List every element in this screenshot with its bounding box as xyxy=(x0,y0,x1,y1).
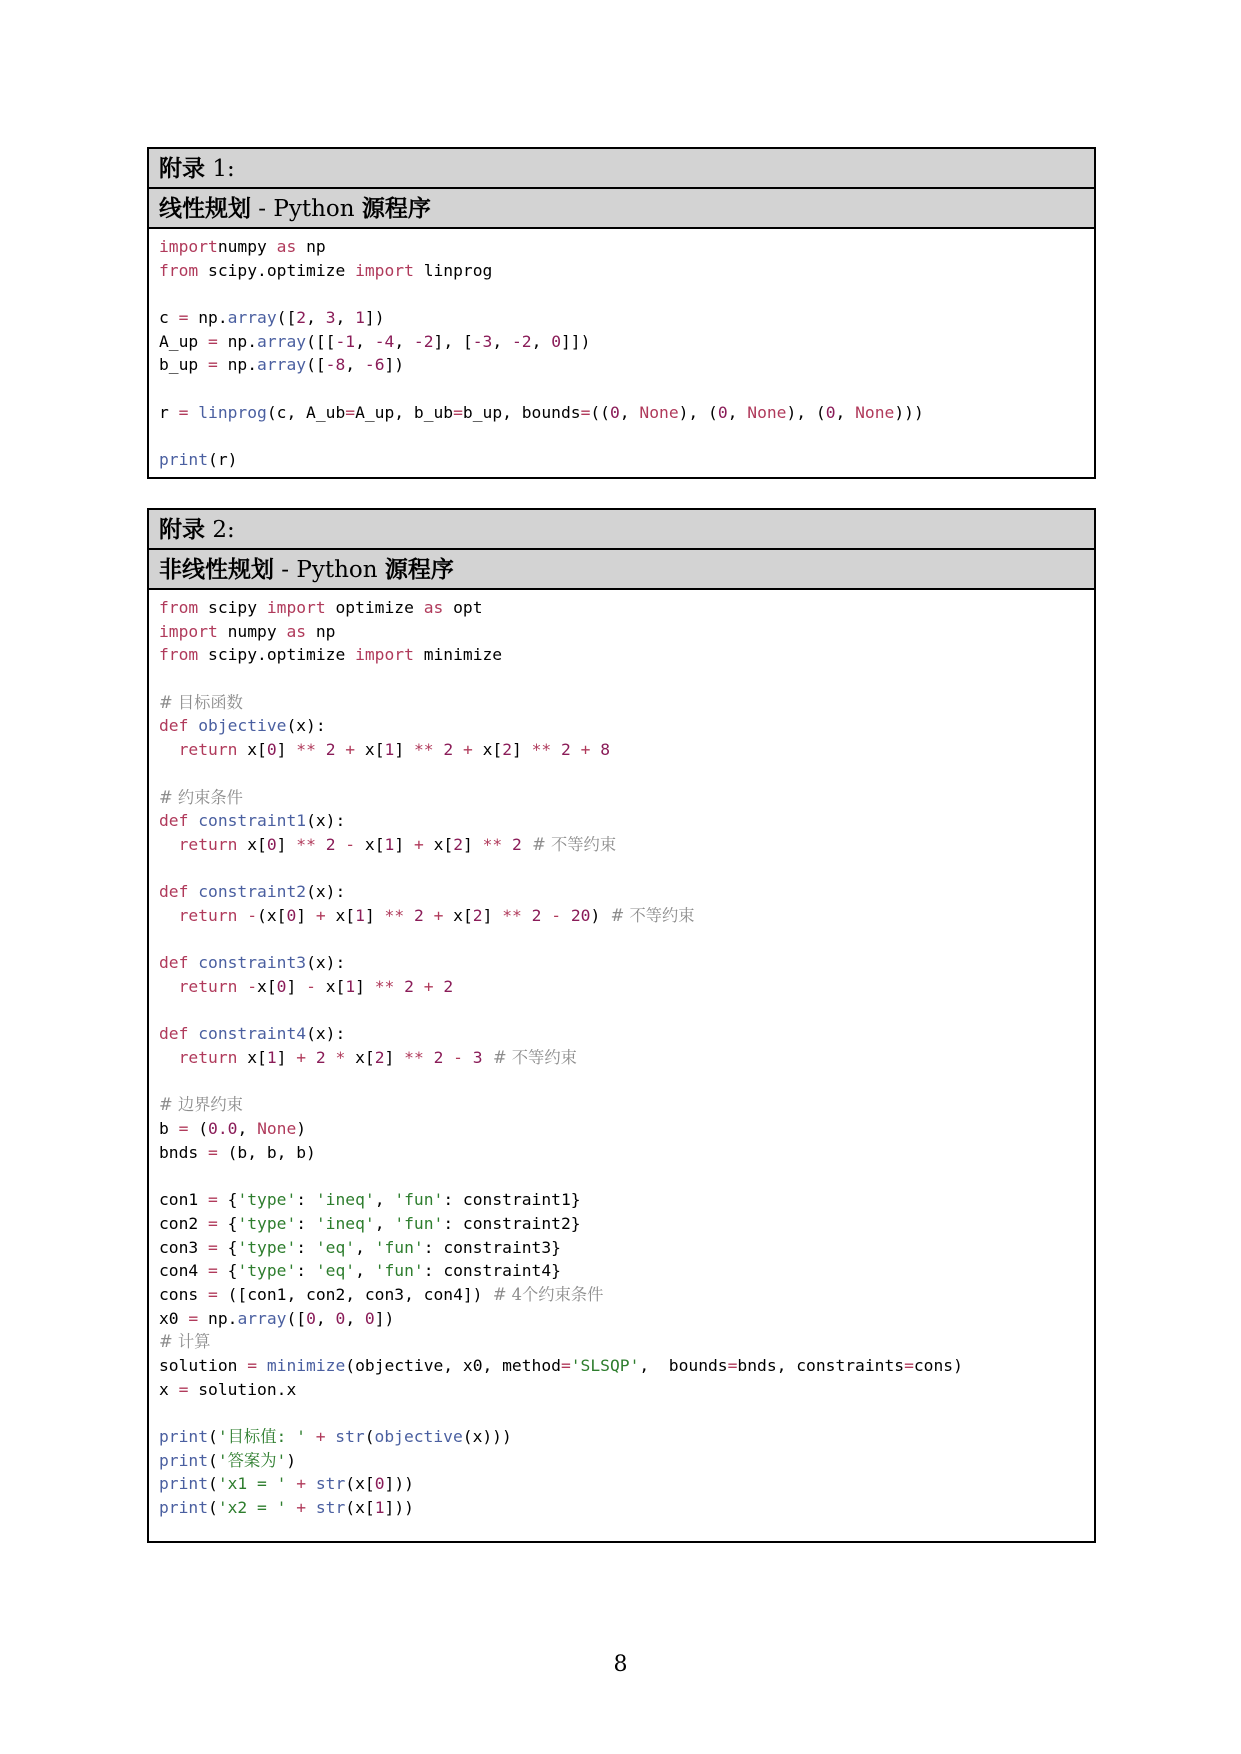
code-line: def constraint4(x): xyxy=(159,1024,346,1044)
code-line: print(r) xyxy=(159,450,238,470)
code-line: bnds = (b, b, b) xyxy=(159,1142,316,1162)
appendix-1-code xyxy=(149,229,1094,472)
code-line: con4 = {'type': 'eq', 'fun': constraint4} xyxy=(159,1261,561,1281)
code-line xyxy=(159,667,1084,691)
appendix-1-subtitle-a: 线性规划 xyxy=(159,195,251,222)
code-line xyxy=(159,282,1084,306)
code-line: # 目标函数 xyxy=(159,692,243,712)
appendix-1-box xyxy=(147,147,1096,479)
code-line: # 计算 xyxy=(159,1332,211,1352)
code-line xyxy=(159,762,1084,786)
appendix-2-code xyxy=(149,590,1094,1520)
code-line: # 约束条件 xyxy=(159,787,243,807)
code-line: def constraint1(x): xyxy=(159,811,346,831)
page-number: 8 xyxy=(613,1652,628,1677)
code-line: cons = ([con1, con2, con3, con4]) # 4个约束条件 xyxy=(159,1284,604,1304)
code-line: con2 = {'type': 'ineq', 'fun': constraint2} xyxy=(159,1213,581,1233)
appendix-1-subtitle xyxy=(149,189,1094,229)
code-line: importnumpy as np xyxy=(159,237,326,256)
code-line: from scipy.optimize import linprog xyxy=(159,260,493,280)
code-line: A_up = np.array([[-1, -4, -2], [-3, -2, 0]]) xyxy=(159,331,591,351)
code-line xyxy=(159,377,1084,401)
appendix-1-subtitle-c: 源程序 xyxy=(361,195,431,222)
code-line: return -(x[0] + x[1] ** 2 + x[2] ** 2 - 20) # 不等约束 xyxy=(178,905,695,925)
code-line: return -x[0] - x[1] ** 2 + 2 xyxy=(178,977,454,996)
appendix-2-subtitle-a: 非线性规划 xyxy=(159,556,274,583)
code-line: con1 = {'type': 'ineq', 'fun': constraint1} xyxy=(159,1190,581,1210)
appendix-2-heading-num: 2: xyxy=(212,517,235,543)
code-line: print('目标值: ' + str(objective(x))) xyxy=(159,1427,512,1447)
appendix-2-subtitle-c: 源程序 xyxy=(384,556,454,583)
code-line xyxy=(159,425,1084,449)
code-line: r = linprog(c, A_ub=A_up, b_ub=b_up, bounds=((0, None), (0, None), (0, None))) xyxy=(159,402,924,422)
code-line xyxy=(159,928,1084,952)
code-line: print('x2 = ' + str(x[1])) xyxy=(159,1498,414,1518)
code-line: from scipy import optimize as opt xyxy=(159,598,483,617)
code-line: b = (0.0, None) xyxy=(159,1119,307,1139)
code-line: c = np.array([2, 3, 1]) xyxy=(159,308,385,328)
code-line: from scipy.optimize import minimize xyxy=(159,645,503,665)
appendix-2-subtitle xyxy=(149,550,1094,590)
code-line: print('x1 = ' + str(x[0])) xyxy=(159,1474,414,1494)
code-line: solution = minimize(objective, x0, method='SLSQP', bounds=bnds, constraints=cons) xyxy=(159,1356,963,1375)
appendix-2-box xyxy=(147,508,1096,1543)
code-line xyxy=(159,857,1084,881)
code-line: return x[0] ** 2 - x[1] + x[2] ** 2 # 不等约束 xyxy=(178,834,617,854)
code-line: x0 = np.array([0, 0, 0]) xyxy=(159,1308,395,1328)
code-line: print('答案为') xyxy=(159,1450,297,1470)
code-line: # 边界约束 xyxy=(159,1095,243,1115)
code-line xyxy=(159,1165,1084,1189)
code-line: x = solution.x xyxy=(159,1379,297,1399)
appendix-1-subtitle-b: - Python xyxy=(251,196,362,222)
code-line: def constraint3(x): xyxy=(159,953,346,973)
appendix-1-heading-label: 附录 xyxy=(159,155,205,182)
appendix-2-subtitle-b: - Python xyxy=(274,557,385,583)
code-line xyxy=(159,999,1084,1023)
code-line: def constraint2(x): xyxy=(159,882,346,902)
appendix-2-heading xyxy=(149,510,1094,550)
appendix-1-heading-num: 1: xyxy=(212,156,235,182)
code-line: def objective(x): xyxy=(159,716,326,736)
code-line: import numpy as np xyxy=(159,621,336,641)
code-line: con3 = {'type': 'eq', 'fun': constraint3} xyxy=(159,1237,561,1257)
appendix-1-heading xyxy=(149,149,1094,189)
appendix-2-heading-label: 附录 xyxy=(159,516,205,543)
code-line: return x[0] ** 2 + x[1] ** 2 + x[2] ** 2 + 8 xyxy=(178,740,611,760)
code-line: return x[1] + 2 * x[2] ** 2 - 3 # 不等约束 xyxy=(178,1048,577,1068)
code-line xyxy=(159,1070,1084,1094)
code-line xyxy=(159,1401,1084,1425)
code-line: b_up = np.array([-8, -6]) xyxy=(159,355,405,375)
